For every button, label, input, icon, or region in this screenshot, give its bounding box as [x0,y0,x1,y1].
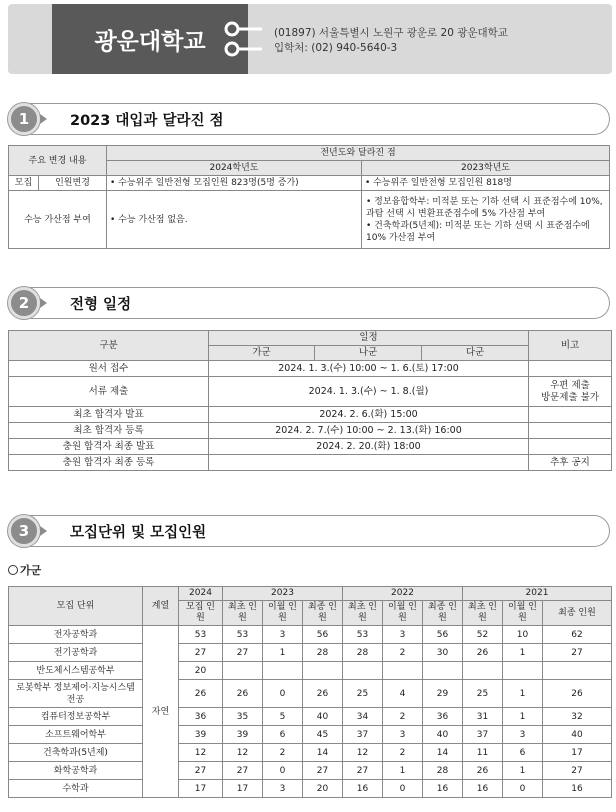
recruit-value [543,662,612,680]
change-prev: • 수능위주 일반전형 모집인원 823명(5명 증가) [107,176,362,191]
recruit-value: 17 [543,744,612,762]
recruit-value: 0 [263,680,303,708]
schedule-note [529,407,612,423]
th-choejong: 최종 인원 [543,601,612,626]
arrow-right-icon [40,114,47,124]
th-main-change: 주요 변경 내용 [9,146,107,176]
schedule-name: 충원 합격자 최종 발표 [9,439,209,455]
recruit-value: 39 [223,726,263,744]
recruit-value: 14 [423,744,463,762]
recruit-value: 56 [303,626,343,644]
recruit-value: 40 [543,726,612,744]
recruit-value: 16 [463,780,503,798]
recruit-value: 20 [303,780,343,798]
recruit-value: 31 [463,708,503,726]
section-number: 2 [8,287,40,319]
recruit-value: 1 [383,762,423,780]
recruit-value: 36 [423,708,463,726]
th-schedule: 일정 [209,331,529,346]
recruit-value: 27 [179,762,223,780]
recruit-value: 26 [463,644,503,662]
recruit-value: 26 [223,680,263,708]
recruit-unit: 소프트웨어학부 [9,726,143,744]
schedule-note-line: 방문제출 불가 [540,391,600,403]
schedule-name: 충원 합격자 최종 등록 [9,455,209,471]
changes-table [8,145,610,249]
recruit-value: 12 [223,744,263,762]
schedule-name: 원서 접수 [9,361,209,377]
th-iwol: 이월 인원 [503,601,543,626]
th-year: 2023 [223,587,343,601]
recruit-value: 27 [223,644,263,662]
recruit-value: 45 [303,726,343,744]
recruit-value: 3 [383,726,423,744]
recruit-value: 27 [543,762,612,780]
section-title: 2023 대입과 달라진 점 [70,113,224,129]
schedule-date: 2024. 2. 20.(화) 18:00 [209,439,529,455]
schedule-date [209,455,529,471]
th-choejong: 최종 인원 [303,601,343,626]
recruit-value: 5 [263,708,303,726]
schedule-table [8,330,612,471]
th-gyeyeol: 계열 [143,587,179,626]
table-row [9,762,612,780]
schedule-note: 추후 공지 [529,455,612,471]
recruit-gyeyeol: 자연 [143,626,179,798]
schedule-date: 2024. 2. 6.(화) 15:00 [209,407,529,423]
recruit-value: 37 [463,726,503,744]
recruit-value: 4 [383,680,423,708]
recruit-value: 28 [423,762,463,780]
sub-label-gagun [8,562,41,578]
recruit-unit: 화학공학과 [9,762,143,780]
recruit-unit: 로봇학부 정보제어·지능시스템전공 [9,680,143,708]
schedule-note [529,361,612,377]
th-note: 비고 [529,331,612,361]
table-row [9,407,612,423]
recruit-value: 27 [343,762,383,780]
recruit-value: 2 [383,744,423,762]
th-year-prev: 2024학년도 [107,161,362,176]
schedule-date: 2024. 2. 7.(수) 10:00 ~ 2. 13.(화) 16:00 [209,423,529,439]
section-title: 전형 일정 [70,297,132,313]
recruit-value: 36 [179,708,223,726]
recruit-table [8,586,612,798]
table-row [9,662,612,680]
recruit-value [303,662,343,680]
recruit-value: 40 [303,708,343,726]
recruit-value: 6 [503,744,543,762]
recruit-value: 2 [383,708,423,726]
recruit-value: 2 [263,744,303,762]
schedule-name: 최초 합격자 등록 [9,423,209,439]
recruit-unit: 전기공학과 [9,644,143,662]
recruit-value: 1 [503,762,543,780]
change-prev: • 수능 가산점 없음. [107,191,362,249]
th-unit: 모집 단위 [9,587,143,626]
table-row [9,780,612,798]
recruit-value: 3 [263,626,303,644]
recruit-value: 26 [543,680,612,708]
recruit-value: 28 [303,644,343,662]
schedule-date: 2024. 1. 3.(수) 10:00 ~ 1. 6.(토) 17:00 [209,361,529,377]
recruit-value: 34 [343,708,383,726]
recruit-value: 53 [343,626,383,644]
recruit-value: 40 [423,726,463,744]
recruit-value: 1 [503,644,543,662]
th-gubun: 구분 [9,331,209,361]
recruit-value: 12 [343,744,383,762]
recruit-value [223,662,263,680]
th-iwol: 이월 인원 [383,601,423,626]
recruit-value: 3 [263,780,303,798]
th-choejong: 최종 인원 [423,601,463,626]
recruit-value: 27 [543,644,612,662]
section-number: 1 [8,103,40,135]
recruit-value: 53 [179,626,223,644]
recruit-value: 26 [179,680,223,708]
recruit-value: 26 [303,680,343,708]
recruit-unit: 반도체시스템공학부 [9,662,143,680]
sub-label-text: 가군 [20,564,42,577]
th-na: 나군 [315,346,422,361]
schedule-date: 2024. 1. 3.(수) ~ 1. 8.(월) [209,377,529,407]
section-title: 모집단위 및 모집인원 [70,525,207,541]
th-ga: 가군 [209,346,315,361]
schedule-note [529,439,612,455]
recruit-value: 27 [179,644,223,662]
recruit-value: 26 [463,762,503,780]
recruit-value: 53 [223,626,263,644]
recruit-value: 32 [543,708,612,726]
recruit-value: 17 [223,780,263,798]
th-iwol: 이월 인원 [263,601,303,626]
th-mojip: 모집 인원 [179,601,223,626]
table-row [9,423,612,439]
contact-info [274,26,508,56]
recruit-value: 14 [303,744,343,762]
recruit-value: 1 [263,644,303,662]
schedule-note [529,423,612,439]
change-cur-item: • 건축학과(5년제): 미적분 또는 기하 선택 시 표준점수에 10% 가산점 부여 [366,220,590,243]
recruit-value: 20 [179,662,223,680]
table-row [9,726,612,744]
change-cur: • 수능위주 일반전형 모집인원 818명 [362,176,610,191]
recruit-value: 25 [343,680,383,708]
recruit-value: 27 [223,762,263,780]
th-year: 2022 [343,587,463,601]
recruit-value: 39 [179,726,223,744]
recruit-unit: 전자공학과 [9,626,143,644]
address-text: (01897) 서울특별시 노원구 광운로 20 광운대학교 [274,27,508,39]
recruit-unit: 건축학과(5년제) [9,744,143,762]
recruit-value: 37 [343,726,383,744]
table-row [9,455,612,471]
section-number: 3 [8,515,40,547]
table-row [9,439,612,455]
change-cur-item: • 정보융합학부: 미적분 또는 기하 선택 시 표준점수에 10%, 과탐 선택 시 변환표준점수에 5% 가산점 부여 [366,196,603,219]
recruit-value: 0 [503,780,543,798]
recruit-value: 1 [503,708,543,726]
arrow-right-icon [40,298,47,308]
table-row [9,377,612,407]
recruit-value [503,662,543,680]
schedule-note-line: 우편 제출 [550,379,590,391]
recruit-unit: 컴퓨터정보공학부 [9,708,143,726]
phone-text: 입학처: (02) 940-5640-3 [274,42,398,54]
recruit-value [423,662,463,680]
table-row [9,626,612,644]
school-logo: 광운대학교 [52,4,248,74]
section-header-recruit [8,515,610,547]
schedule-name: 최초 합격자 발표 [9,407,209,423]
recruit-value: 1 [503,680,543,708]
recruit-value: 16 [423,780,463,798]
th-choecho: 최초 인원 [223,601,263,626]
binder-rings-icon [222,19,266,59]
table-row [9,361,612,377]
page-header [8,4,612,74]
change-sub: 인원변경 [39,176,107,191]
recruit-value: 11 [463,744,503,762]
recruit-value: 35 [223,708,263,726]
recruit-value: 0 [263,762,303,780]
th-choecho: 최초 인원 [463,601,503,626]
section-header-changes [8,103,610,135]
recruit-value: 12 [179,744,223,762]
recruit-value: 16 [343,780,383,798]
recruit-value: 56 [423,626,463,644]
recruit-value: 52 [463,626,503,644]
recruit-value: 2 [383,644,423,662]
recruit-value [343,662,383,680]
recruit-value: 3 [503,726,543,744]
change-cur [362,191,610,249]
recruit-value: 16 [543,780,612,798]
recruit-value: 30 [423,644,463,662]
recruit-value: 10 [503,626,543,644]
recruit-value: 0 [383,780,423,798]
th-year: 2024 [179,587,223,601]
recruit-value [383,662,423,680]
recruit-value: 62 [543,626,612,644]
table-row [9,644,612,662]
th-year-cur: 2023학년도 [362,161,610,176]
recruit-value: 25 [463,680,503,708]
recruit-value [463,662,503,680]
th-year: 2021 [463,587,612,601]
table-row [9,744,612,762]
arrow-right-icon [40,526,47,536]
recruit-value: 6 [263,726,303,744]
change-cat: 모집 [9,176,39,191]
recruit-value: 17 [179,780,223,798]
th-choecho: 최초 인원 [343,601,383,626]
table-row [9,708,612,726]
recruit-value [263,662,303,680]
table-row [9,680,612,708]
recruit-value: 3 [383,626,423,644]
recruit-value: 29 [423,680,463,708]
recruit-value: 28 [343,644,383,662]
th-da: 다군 [422,346,529,361]
circle-arrow-icon [8,565,18,575]
section-header-schedule [8,287,610,319]
th-diff: 전년도와 달라진 점 [107,146,610,161]
recruit-value: 27 [303,762,343,780]
schedule-note [529,377,612,407]
schedule-name: 서류 제출 [9,377,209,407]
change-cat: 수능 가산점 부여 [9,191,107,249]
recruit-unit: 수학과 [9,780,143,798]
